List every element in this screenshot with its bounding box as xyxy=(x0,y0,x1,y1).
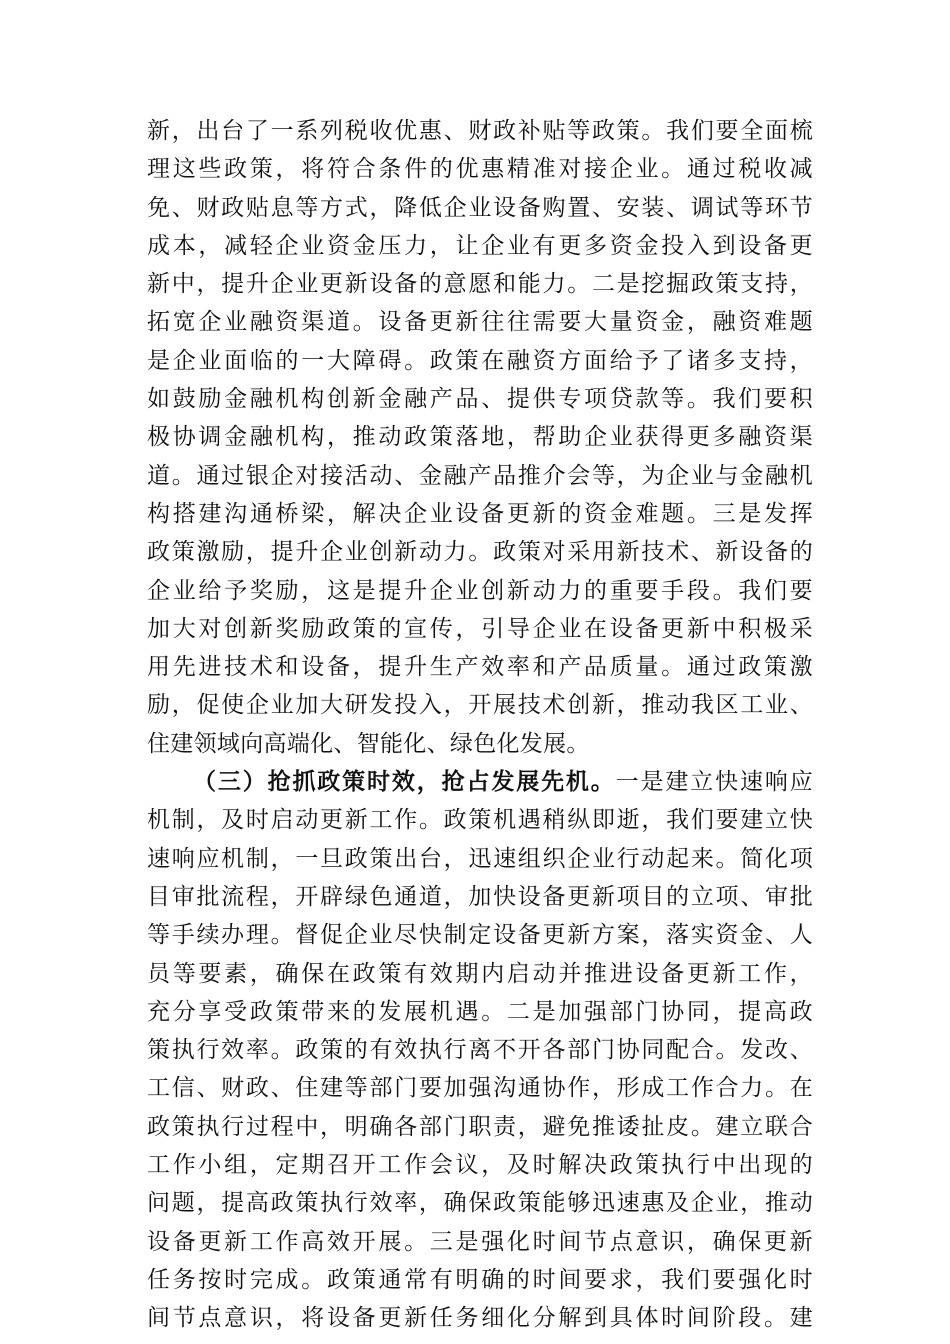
section-line: 设备更新工作高效开展。三是强化时间节点意识，确保更新 xyxy=(147,1228,813,1255)
section-line: 充分享受政策带来的发展机遇。二是加强部门协同，提高政 xyxy=(147,998,813,1025)
section-line: 目审批流程，开辟绿色通道，加快设备更新项目的立项、审批 xyxy=(147,883,813,910)
body-line: 企业给予奖励，这是提升企业创新动力的重要手段。我们要 xyxy=(147,577,813,604)
body-line: 道。通过银企对接活动、金融产品推介会等，为企业与金融机 xyxy=(147,462,813,489)
body-line: 极协调金融机构，推动政策落地，帮助企业获得更多融资渠 xyxy=(147,424,813,451)
section-line: 间节点意识，将设备更新任务细化分解到具体时间阶段。建 xyxy=(147,1305,813,1332)
body-line: 加大对创新奖励政策的宣传，引导企业在设备更新中积极采 xyxy=(147,615,813,642)
section-first-line-text: 一是建立快速响应 xyxy=(615,769,813,796)
section-line: 速响应机制，一旦政策出台，迅速组织企业行动起来。简化项 xyxy=(147,845,813,872)
section-line: 政策执行过程中，明确各部门职责，避免推诿扯皮。建立联合 xyxy=(147,1113,813,1140)
section-line: 员等要素，确保在政策有效期内启动并推进设备更新工作， xyxy=(147,960,813,987)
body-line: 拓宽企业融资渠道。设备更新往往需要大量资金，融资难题 xyxy=(147,309,813,336)
section-line: 工信、财政、住建等部门要加强沟通协作，形成工作合力。在 xyxy=(147,1075,813,1102)
section-line: 等手续办理。督促企业尽快制定设备更新方案，落实资金、人 xyxy=(147,922,813,949)
body-line: 免、财政贴息等方式，降低企业设备购置、安装、调试等环节 xyxy=(147,194,813,221)
body-line: 励，促使企业加大研发投入，开展技术创新，推动我区工业、 xyxy=(147,692,813,719)
section-line: 问题，提高政策执行效率，确保政策能够迅速惠及企业，推动 xyxy=(147,1190,813,1217)
section-line: 机制，及时启动更新工作。政策机遇稍纵即逝，我们要建立快 xyxy=(147,807,813,834)
body-line: 新，出台了一系列税收优惠、财政补贴等政策。我们要全面梳 xyxy=(147,118,813,144)
section-line: 工作小组，定期召开工作会议，及时解决政策执行中出现的 xyxy=(147,1152,813,1179)
body-line: 用先进技术和设备，提升生产效率和产品质量。通过政策激 xyxy=(147,654,813,681)
section-line: 任务按时完成。政策通常有明确的时间要求，我们要强化时 xyxy=(147,1266,813,1293)
body-line: 住建领域向高端化、智能化、绿色化发展。 xyxy=(147,730,590,757)
body-line: 政策激励，提升企业创新动力。政策对采用新技术、新设备的 xyxy=(147,539,813,566)
body-line: 如鼓励金融机构创新金融产品、提供专项贷款等。我们要积 xyxy=(147,386,813,413)
section-first-line xyxy=(147,763,813,801)
body-line: 是企业面临的一大障碍。政策在融资方面给予了诸多支持， xyxy=(147,347,813,374)
body-line: 成本，减轻企业资金压力，让企业有更多资金投入到设备更 xyxy=(147,232,813,259)
body-line: 构搭建沟通桥梁，解决企业设备更新的资金难题。三是发挥 xyxy=(147,500,813,527)
body-line: 理这些政策，将符合条件的优惠精准对接企业。通过税收减 xyxy=(147,156,813,183)
body-line: 新中，提升企业更新设备的意愿和能力。二是挖掘政策支持， xyxy=(147,271,813,298)
section-heading: （三）抢抓政策时效，抢占发展先机。 xyxy=(193,768,616,796)
document-body xyxy=(147,112,813,1338)
section-line: 策执行效率。政策的有效执行离不开各部门协同配合。发改、 xyxy=(147,1037,813,1064)
